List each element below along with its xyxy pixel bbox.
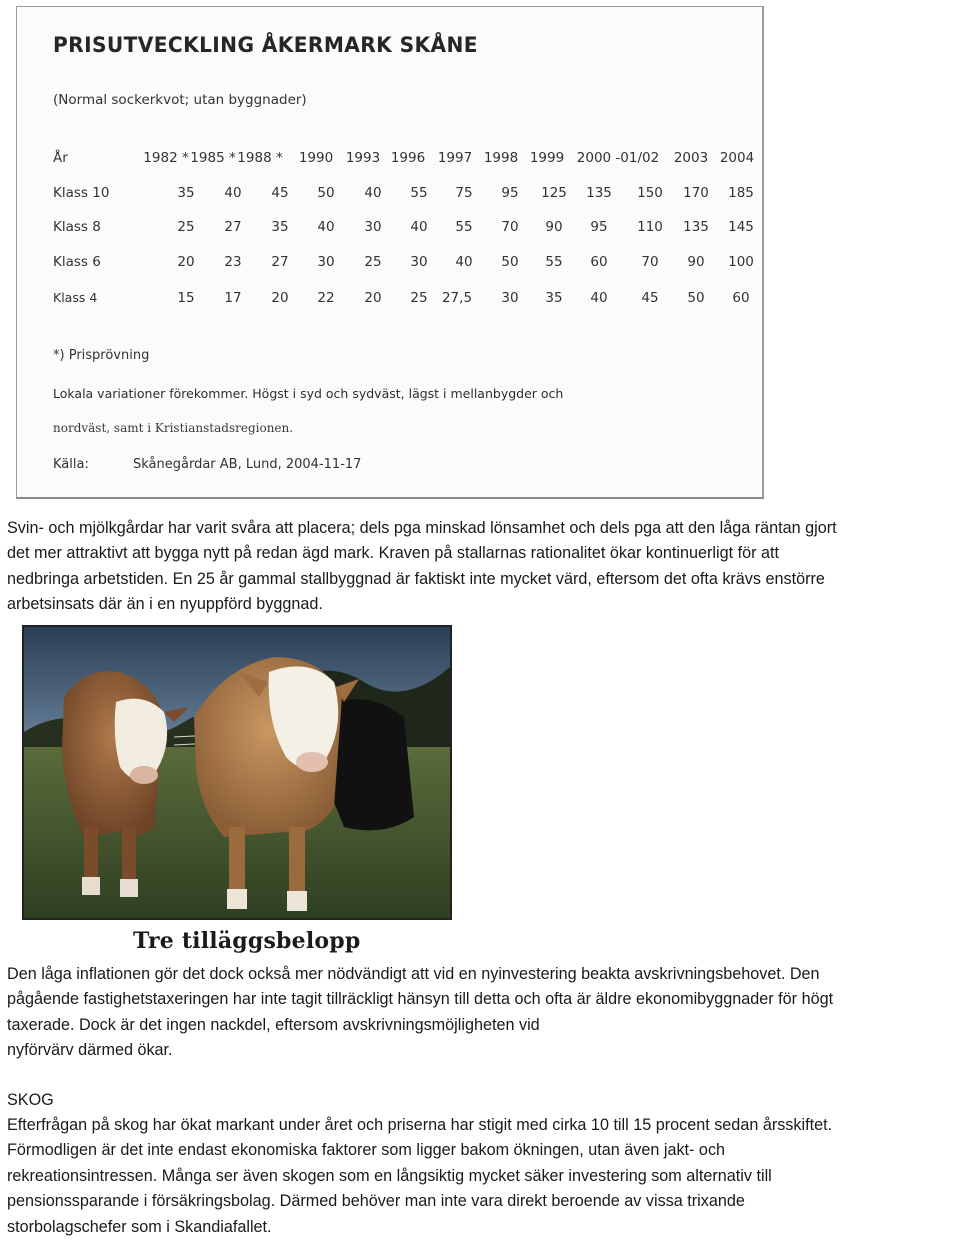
text-line: Den låga inflationen gör det dock också mer nödvändigt att vid en nyinvestering beakta avskrivningsbehovet. Den [7,965,820,983]
value-cell: 55 [410,185,428,201]
value-cell: 135 [683,219,709,235]
paragraph-farms [7,516,957,618]
value-cell: 23 [224,254,242,270]
price-table-image [16,6,764,499]
value-cell: 90 [545,219,563,235]
year-cell: 2003 [673,150,709,166]
value-cell: 150 [637,185,663,201]
year-cell: 1990 [298,150,334,166]
text-line: storbolagschefer som i Skandiafallet. [7,1217,272,1236]
value-cell: 27 [224,219,242,235]
value-cell: 45 [641,290,659,306]
value-cell: 17 [224,290,242,306]
value-cell: 27 [271,254,289,270]
value-cell: 60 [590,254,608,270]
value-cell: 20 [177,254,195,270]
value-cell: 40 [455,254,473,270]
year-cell: 1999 [529,150,565,166]
year-cell: 1997 [437,150,473,166]
section-heading: SKOG [7,1091,54,1109]
value-cell: 90 [687,254,705,270]
year-cell: 1998 [483,150,519,166]
table-note-line1: Lokala variationer förekommer. Högst i syd och sydväst, lägst i mellanbygder och [53,386,564,401]
value-cell: 30 [364,219,382,235]
value-cell: 20 [364,290,382,306]
table-footnote: *) Prisprövning [53,348,150,363]
value-cell: 185 [728,185,754,201]
value-cell: 30 [410,254,428,270]
value-cell: 135 [586,185,612,201]
value-cell: 55 [545,254,563,270]
value-cell: 27,5 [441,290,473,306]
value-cell: 22 [317,290,335,306]
value-cell: 170 [683,185,709,201]
value-cell: 40 [317,219,335,235]
value-cell: 20 [271,290,289,306]
value-cell: 45 [271,185,289,201]
source-value: Skånegårdar AB, Lund, 2004-11-17 [133,457,362,472]
text-line: Efterfrågan på skog har ökat markant under året och priserna har stigit med cirka 10 till 15 procent sedan årsskiftet. [7,1116,833,1134]
row-label: Klass 6 [53,254,101,270]
year-cell: 1996 [390,150,426,166]
year-cell: 1982 * [143,150,189,166]
value-cell: 30 [501,290,519,306]
value-cell: 40 [410,219,428,235]
year-cell: 1985 * [190,150,236,166]
paragraph-inflation [7,962,957,1064]
text-line: rekreationsintressen. Många ser även skogen som en långsiktig mycket säker investering som alternativ till [7,1166,772,1185]
value-cell: 75 [455,185,473,201]
row-label: Klass 10 [53,185,110,201]
value-cell: 35 [271,219,289,235]
table-row [53,185,753,205]
value-cell: 40 [364,185,382,201]
year-cell: 1993 [345,150,381,166]
paragraph-forest [7,1113,957,1240]
value-cell: 25 [364,254,382,270]
value-cell: 55 [455,219,473,235]
text-line: Förmodligen är det inte endast ekonomiska faktorer som ligger bakom ökningen, utan även jakt- och [7,1141,726,1160]
value-cell: 50 [501,254,519,270]
value-cell: 95 [501,185,519,201]
cows-photo [22,625,452,920]
value-cell: 35 [177,185,195,201]
text-line: pågående fastighetstaxeringen har inte tagit tillräckligt hänsyn till detta och ofta är äldre ekonomibyggnader för högt [7,990,834,1009]
value-cell: 30 [317,254,335,270]
value-cell: 100 [728,254,754,270]
row-label: Klass 8 [53,219,101,235]
header-label: År [53,150,68,166]
text-line: det mer attraktivt att bygga nytt på redan ägd mark. Kraven på stallarnas rationalitet ökar kontinuerligt för att [7,544,780,563]
value-cell: 110 [637,219,663,235]
value-cell: 125 [541,185,567,201]
text-line: taxerade. Dock är det ingen nackdel, eftersom avskrivningsmöjligheten vid [7,1015,540,1034]
value-cell: 15 [177,290,195,306]
year-cell: 2004 [719,150,755,166]
table-note-line2: nordväst, samt i Kristianstadsregionen. [53,421,294,435]
value-cell: 40 [590,290,608,306]
row-label: Klass 4 [53,290,98,305]
value-cell: 95 [590,219,608,235]
value-cell: 60 [732,290,750,306]
table-row [53,254,753,274]
source-label: Källa: [53,457,89,472]
table-row [53,290,753,310]
table-title: PRISUTVECKLING ÅKERMARK SKÅNE [53,33,478,57]
text-line: nyförvärv därmed ökar. [7,1041,173,1060]
value-cell: 50 [687,290,705,306]
text-line: nedbringa arbetstiden. En 25 år gammal stallbyggnad är faktiskt inte mycket värd, eftersom det ofta krävs enstörre [7,569,825,588]
photo-caption: Tre tilläggsbelopp [133,928,361,954]
year-cell: 2000 -01/02 [576,150,660,166]
year-cell: 1988 * [237,150,283,166]
value-cell: 25 [177,219,195,235]
table-subtitle: (Normal sockerkvot; utan byggnader) [53,92,307,108]
value-cell: 145 [728,219,754,235]
text-line: arbetsinsats där än i en nyuppförd byggnad. [7,595,323,614]
value-cell: 35 [545,290,563,306]
value-cell: 50 [317,185,335,201]
text-line: pensionssparande i försäkringsbolag. Därmed behöver man inte vara direkt beroende av vissa trixande [7,1192,745,1211]
table-header-row [53,150,753,170]
value-cell: 40 [224,185,242,201]
text-line: Svin- och mjölkgårdar har varit svåra att placera; dels pga minskad lönsamhet och dels pga att den låga räntan gjort [7,519,837,537]
value-cell: 70 [641,254,659,270]
value-cell: 70 [501,219,519,235]
value-cell: 25 [410,290,428,306]
table-row [53,219,753,239]
section-heading-skog [7,1088,957,1113]
